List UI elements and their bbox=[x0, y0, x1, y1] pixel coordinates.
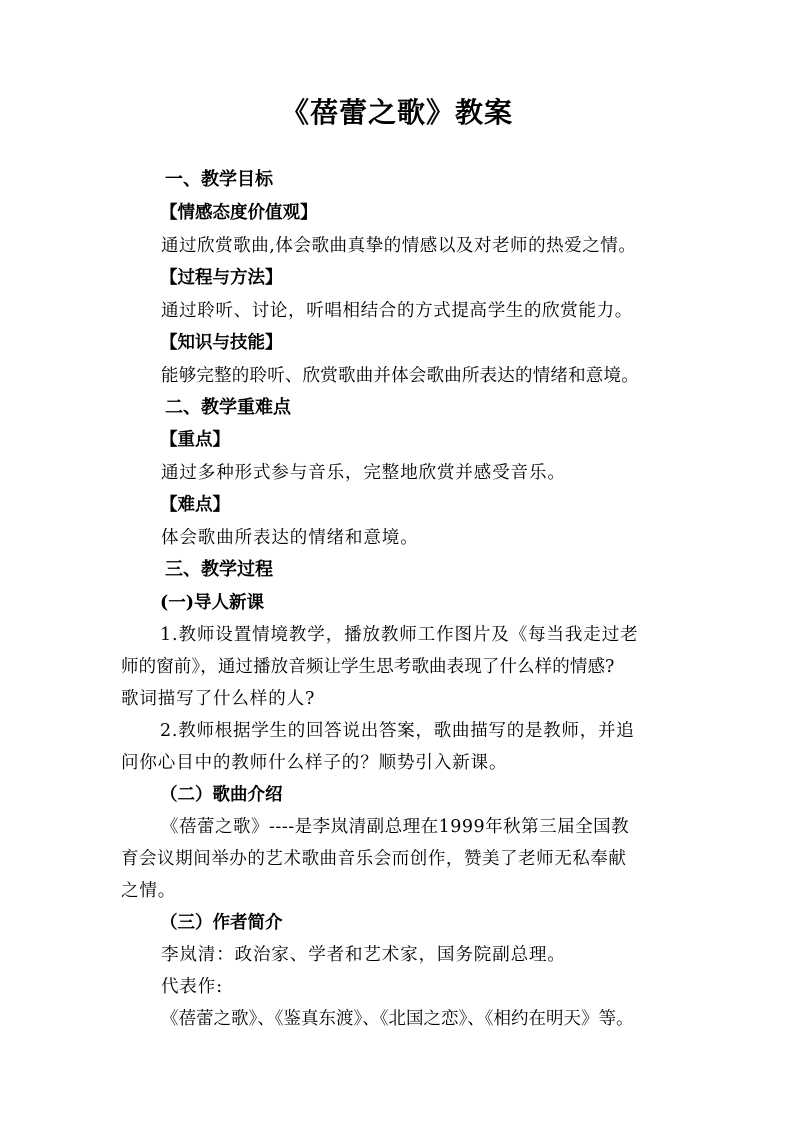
paragraph-introduction-line-3: 歌词描写了什么样的人? bbox=[121, 689, 316, 709]
paragraph-answer-line-1: 2.教师根据学生的回答说出答案，歌曲描写的是教师，并追 bbox=[160, 721, 635, 741]
subheading-key-point: 【重点】 bbox=[160, 430, 230, 450]
subheading-author-profile: （三）作者简介 bbox=[160, 913, 283, 933]
paragraph-answer-line-2: 问你心目中的教师什么样子的？顺势引入新课。 bbox=[121, 753, 508, 773]
subheading-attitude-values: 【情感态度价值观】 bbox=[160, 203, 318, 223]
subheading-song-introduction: （二）歌曲介绍 bbox=[160, 785, 283, 805]
section-heading-key-points: 二、教学重难点 bbox=[165, 397, 291, 418]
paragraph-knowledge-skills: 能够完整的聆听、欣赏歌曲并体会歌曲所表达的情绪和意境。 bbox=[161, 366, 639, 386]
document-title: 《蓓蕾之歌》教案 bbox=[280, 96, 513, 129]
paragraph-introduction-line-2: 师的窗前》，通过播放音频让学生思考歌曲表现了什么样的情感? bbox=[121, 657, 615, 677]
paragraph-difficult-point: 体会歌曲所表达的情绪和意境。 bbox=[161, 528, 419, 548]
paragraph-representative-works: 《蓓蕾之歌》、《鉴真东渡》、《北国之恋》、《相约在明天》等。 bbox=[161, 1009, 634, 1029]
section-heading-objectives: 一、教学目标 bbox=[165, 169, 273, 190]
subheading-process-methods: 【过程与方法】 bbox=[160, 268, 283, 288]
paragraph-song-line-1: 《蓓蕾之歌》----是李岚清副总理在1999年秋第三届全国教 bbox=[161, 817, 630, 837]
section-heading-teaching-process: 三、教学过程 bbox=[165, 559, 273, 580]
subheading-introduction: (一)导人新课 bbox=[160, 593, 265, 613]
paragraph-introduction-line-1: 1.教师设置情境教学，播放教师工作图片及《每当我走过老 bbox=[160, 625, 639, 645]
subheading-knowledge-skills: 【知识与技能】 bbox=[160, 333, 283, 353]
subheading-difficult-point: 【难点】 bbox=[160, 495, 230, 515]
paragraph-author-profile: 李岚清：政治家、学者和艺术家，国务院副总理。 bbox=[161, 945, 566, 965]
paragraph-song-line-2: 育会议期间举办的艺术歌曲音乐会而创作，赞美了老师无私奉献 bbox=[121, 849, 627, 869]
paragraph-song-line-3: 之情。 bbox=[121, 881, 177, 901]
paragraph-representative-works-label: 代表作: bbox=[161, 977, 223, 997]
paragraph-attitude-values: 通过欣赏歌曲,体会歌曲真挚的情感以及对老师的热爱之情。 bbox=[161, 236, 637, 256]
paragraph-process-methods: 通过聆听、讨论，听唱相结合的方式提高学生的欣赏能力。 bbox=[161, 301, 633, 321]
paragraph-key-point: 通过多种形式参与音乐，完整地欣赏并感受音乐。 bbox=[161, 463, 566, 483]
